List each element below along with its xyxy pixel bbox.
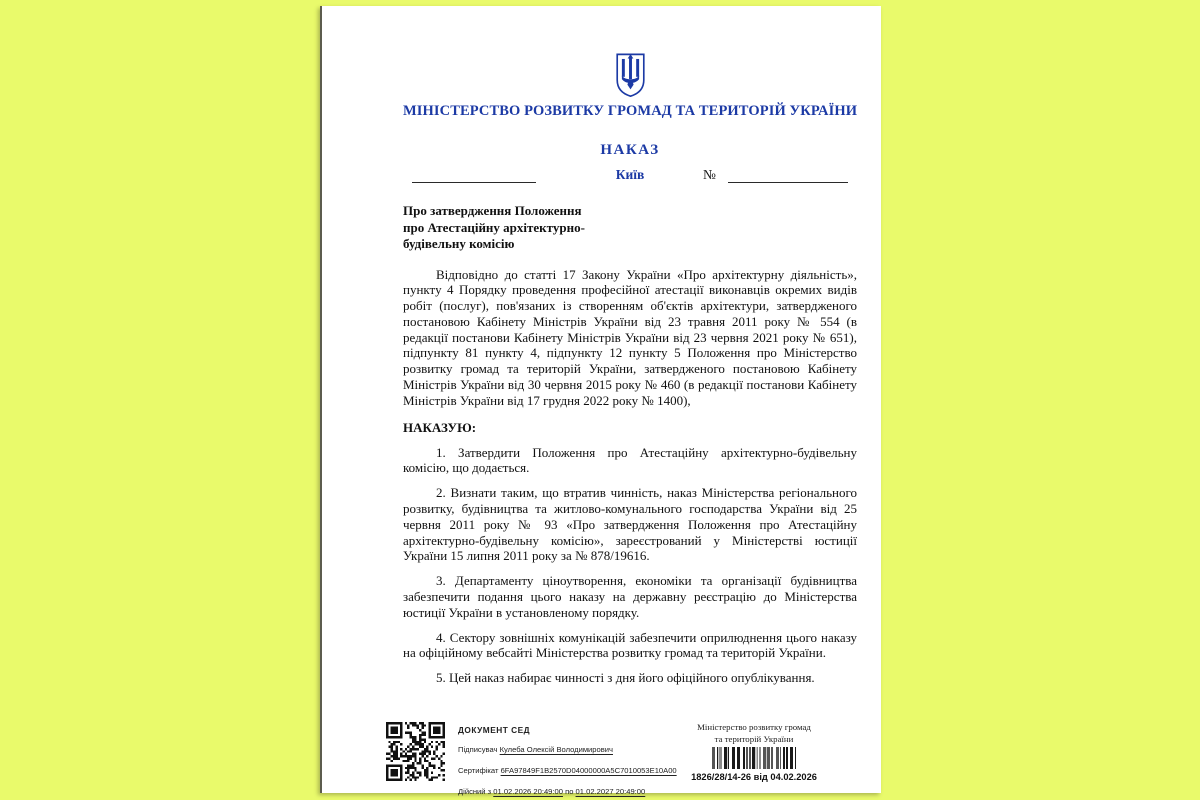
date-number-row xyxy=(403,165,857,187)
barcode xyxy=(712,747,796,769)
ministry-name: МІНІСТЕРСТВО РОЗВИТКУ ГРОМАД ТА ТЕРИТОРІЙ УКРАЇНИ xyxy=(403,103,858,119)
document-page xyxy=(320,6,881,796)
signer-line: Підписувач Кулеба Олексій Володимирович xyxy=(458,745,613,754)
valid-from-date: 01.02.2026 20:49:00 xyxy=(493,787,563,796)
document-type-heading: НАКАЗ xyxy=(600,142,660,158)
validity-line: Дійсний з 01.02.2026 20:49:00 по 01.02.2027 20:49:00 xyxy=(458,787,646,796)
signer-name: Кулеба Олексій Володимирович xyxy=(499,745,613,754)
certificate-number: 6FA97849F1B2570D04000000A5C7010053E10A00 xyxy=(500,766,677,775)
document-content xyxy=(403,52,857,686)
subject-line: про Атестаційну архітектурно- xyxy=(403,219,585,235)
preamble-paragraph: Відповідно до статті 17 Закону України «Про архітектурну діяльність», пункту 4 Порядку проведення професійної атестації виконавців окремих видів робіт (послуг), пов'язаних із створенням об'єктів архітектури, затвердженого постановою Кабінету Міністрів України від 23 травня 2011 року № 554 (в редакції постанови Кабінету Міністрів України від 23 червня 2021 року № 651), підпункту 81 пункту 4, підпункту 12 пункту 5 Положення про Міністерство розвитку громад та територій України, затвердженого постановою Кабінету Міністрів України від 30 червня 2015 року № 460 (в редакції постанови Кабінету Міністрів України від 17 грудня 2022 року № 1400), xyxy=(403,266,857,408)
sed-signature-block xyxy=(458,725,708,798)
order-item-4: 4. Сектору зовнішніх комунікацій забезпечити оприлюднення цього наказу на офіційному вебсайті Міністерства розвитку громад та територій України. xyxy=(403,629,857,661)
order-item-2: 2. Визнати таким, що втратив чинність, наказ Міністерства регіонального розвитку, будівництва та житлово-комунального господарства України від 25 червня 2011 року № 93 «Про затвердження Положення про Атестаційну архітектурно-будівельну комісію», зареєстрований у Міністерстві юстиції України 15 липня 2011 року за № 878/19616. xyxy=(403,485,857,564)
number-sign: № xyxy=(703,167,716,182)
subject-line: Про затвердження Положення xyxy=(403,203,582,218)
subject-line: будівельну комісію xyxy=(403,236,515,251)
qr-code xyxy=(386,722,445,781)
certificate-line: Сертифікат 6FA97849F1B2570D04000000A5C7010053E10A00 xyxy=(458,766,677,775)
registration-number: 1826/28/14-26 від 04.02.2026 xyxy=(691,772,817,782)
stamp-org-line: Міністерство розвитку громад xyxy=(697,722,811,732)
sed-label: ДОКУМЕНТ СЕД xyxy=(458,725,531,735)
order-word: НАКАЗУЮ: xyxy=(403,419,477,435)
order-subject xyxy=(403,203,857,253)
order-item-1: 1. Затвердити Положення про Атестаційну архітектурно-будівельну комісію, що додається. xyxy=(403,444,857,476)
ukraine-trident-emblem-icon xyxy=(614,52,647,98)
order-item-5: 5. Цей наказ набирає чинності з дня його офіційного опублікування. xyxy=(436,670,815,686)
registration-stamp xyxy=(691,722,817,782)
city-label: Київ xyxy=(615,167,645,182)
stamp-org-line: та територій України xyxy=(714,733,794,744)
valid-to-date: 01.02.2027 20:49:00 xyxy=(575,787,646,796)
order-item-3: 3. Департаменту ціноутворення, економіки та організації будівництва забезпечити подання цього наказу на державну реєстрацію до Міністерства юстиції України в установленому порядку. xyxy=(403,573,857,620)
number-blank-line xyxy=(728,182,848,183)
